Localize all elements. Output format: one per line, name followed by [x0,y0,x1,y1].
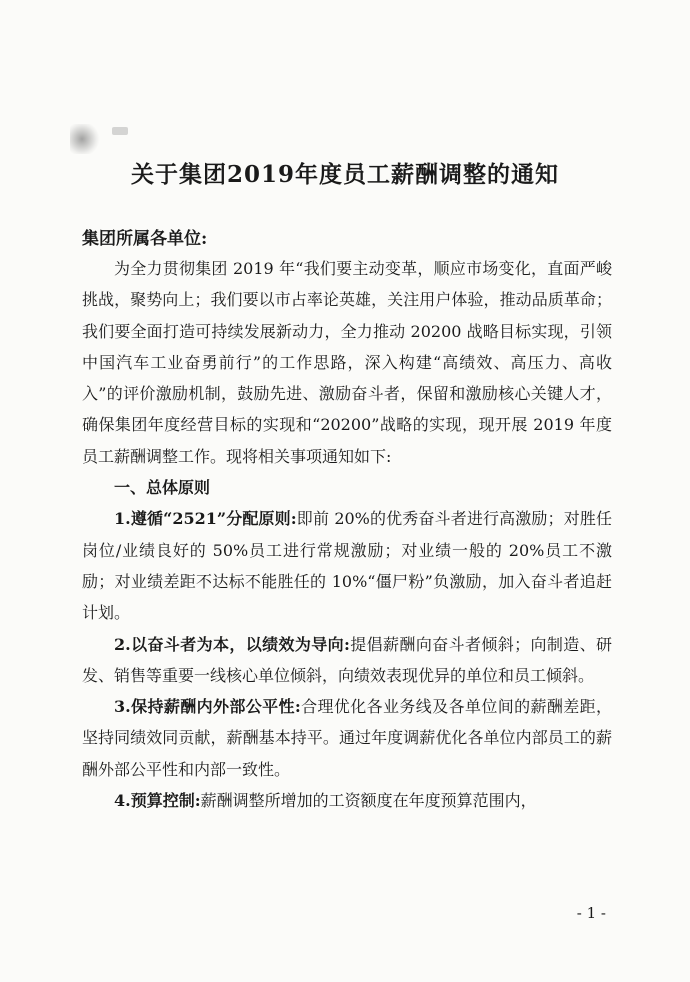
page-number: - 1 - [576,904,606,922]
principle-lead: 1.遵循“2521”分配原则: [114,509,297,529]
principle-lead: 3.保持薪酬内外部公平性: [114,697,301,717]
scan-artifact [112,127,128,135]
principle-paragraph [82,629,612,692]
document-title: 关于集团2019年度员工薪酬调整的通知 [130,161,559,188]
principle-lead: 2.以奋斗者为本，以绩效为导向: [114,634,350,654]
salutation: 集团所属各单位: [82,229,208,249]
principle-paragraph [82,691,612,785]
scan-artifact [70,124,100,154]
principle-lead: 4.预算控制: [114,791,201,811]
section-heading: 一、总体原则 [114,478,211,498]
principle-text: 即前 20%的优秀奋斗者进行高激励；对胜任岗位/业绩良好的 50%员工进行常规激励；对业绩一般的 20%员工不激励；对业绩差距不达标不能胜任的 10%“僵尸粉”负激励，加入奋斗者追赶计划。 [82,509,612,623]
principle-paragraph [82,785,612,816]
document-body [82,253,612,816]
principle-paragraph [82,503,612,628]
intro-paragraph: 为全力贯彻集团 2019 年“我们要主动变革，顺应市场变化，直面严峻挑战，聚势向上；我们要以市占率论英雄，关注用户体验，推动品质革命；我们要全面打造可持续发展新动力，全力推动 20200 战略目标实现，引领中国汽车工业奋勇前行”的工作思路，深入构建“高绩效、高压力、高收入”的评价激励机制，鼓励先进、激励奋斗者，保留和激励核心关键人才，确保集团年度经营目标的实现和“20200”战略的实现，现开展 2019 年度员工薪酬调整工作。现将相关事项通知如下: [82,259,612,466]
principle-text: 合理优化各业务线及各单位间的薪酬差距，坚持同绩效同贡献，薪酬基本持平。通过年度调薪优化各单位内部员工的薪酬外部公平性和内部一致性。 [82,697,612,779]
principle-text: 薪酬调整所增加的工资额度在年度预算范围内， [200,791,537,811]
principle-text: 提倡薪酬向奋斗者倾斜；向制造、研发、销售等重要一线核心单位倾斜，向绩效表现优异的单位和员工倾斜。 [82,634,612,685]
